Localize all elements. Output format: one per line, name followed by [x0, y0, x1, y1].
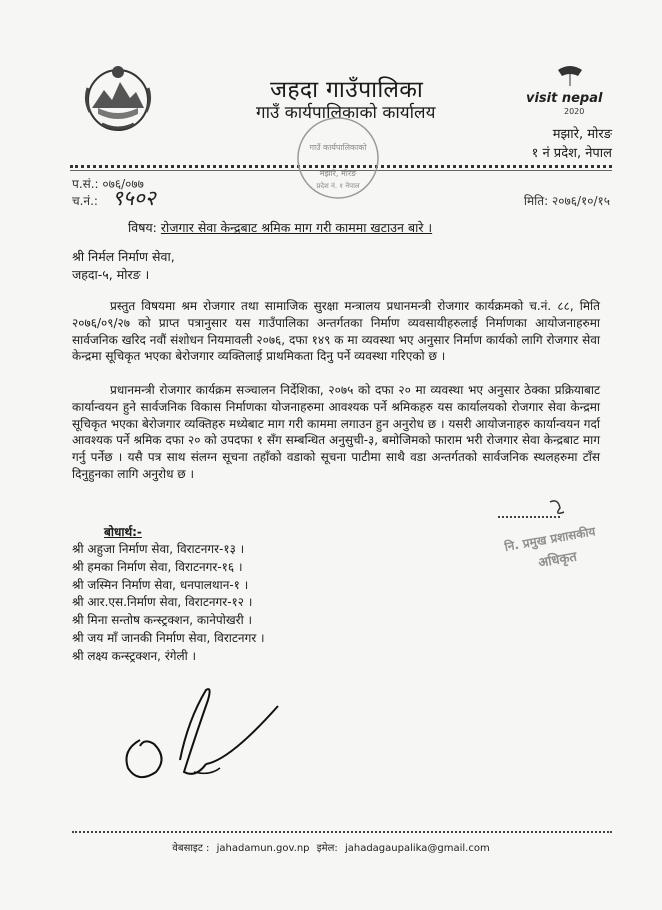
cc-item: श्री आर.एस.निर्माण सेवा, विराटनगर-१२ । — [72, 595, 253, 610]
office-round-stamp — [268, 110, 408, 210]
stamp-text-1: गाउँ कार्यपालिकाको — [309, 143, 367, 152]
website-label: वेबसाइट : — [172, 843, 210, 854]
recipient-name: श्री निर्मल निर्माण सेवा, — [72, 249, 175, 264]
visit-nepal-year: 2020 — [564, 107, 585, 116]
nepal-government-emblem — [78, 58, 158, 138]
cc-item: श्री लक्ष्य कन्स्ट्रक्शन, रंगेली । — [72, 648, 197, 663]
cc-item: श्री जय माँ जानकी निर्माण सेवा, विराटनगर । — [72, 630, 265, 645]
handwritten-signature — [110, 680, 280, 790]
cc-item: श्री जस्मिन निर्माण सेवा, धनपालथान-१ । — [72, 577, 249, 592]
officer-stamp-line-2: अधिकृत — [537, 549, 578, 572]
initials-signature — [550, 501, 564, 513]
stamp-text-2: मझारे, मोरङ — [319, 169, 357, 178]
cc-item: श्री हमका निर्माण सेवा, विराटनगर-१६ । — [72, 559, 243, 574]
address-line-2: १ नं प्रदेश, नेपाल — [531, 146, 612, 161]
reference-cha-number: ९५०२ — [112, 186, 156, 210]
visit-nepal-logo — [520, 62, 620, 122]
body-paragraph-2: प्रधानमन्त्री रोजगार कार्यक्रम सञ्चालन निर्देशिका, २०७५ को दफा २० मा व्यवस्था भए अनुसार ठेक्का प्रक्रियाबाट कार्यान्वयन हुने सार्वजनिक विकास निर्माणका योजनाहरुमा आवश्यक पर्ने श्रमिकहरु यस कार्यालयको रोजगार सेवा केन्द्रमा सूचिकृत भएका बेरोजगार व्यक्तिहरु मध्येबाट माग गरी काममा लगाउन हुन अनुरोध छ । यसरी आयोजनाहरु कार्यान्वयन गर्दा आवश्यक पर्ने श्रमिक दफा २० को उपदफा १ सँग सम्बन्धित अनुसुची-३, बमोजिमको फाराम भरी रोजगार सेवा केन्द्रबाट माग गर्नु पर्नेछ । यसै पत्र साथ संलग्न सूचना तहाँको वडाको सूचना पाटीमा साथै वडा अन्तर्गतको सार्वजनिक स्थलहरुमा टाँस दिनुहुनका लागि अनुरोध छ । — [72, 383, 600, 481]
cc-item: श्री मिना सन्तोष कन्स्ट्रक्शन, कानेपोखरी । — [72, 613, 253, 628]
email-link[interactable]: jahadagaupalika@gmail.com — [344, 843, 490, 854]
officer-stamp — [498, 498, 638, 578]
cc-heading: बोधार्थ:- — [104, 525, 142, 539]
recipient-address: जहदा-५, मोरङ । — [72, 267, 150, 282]
email-label: इमेल: — [316, 843, 338, 854]
address-line-1: मझारे, मोरङ — [552, 127, 612, 142]
reference-pa-sa: प.सं.: ०७६/०७७ — [72, 177, 144, 191]
office-subtitle: गाउँ कार्यपालिकाको कार्यालय — [256, 103, 436, 123]
officer-stamp-line-1: नि. प्रमुख प्रशासकीय — [503, 524, 597, 555]
subject-label: विषय: — [128, 220, 157, 235]
cc-item: श्री अहुजा निर्माण सेवा, विराटनगर-१३ । — [72, 542, 245, 556]
body-paragraph-1: प्रस्तुत विषयमा श्रम रोजगार तथा सामाजिक सुरक्षा मन्त्रालय प्रधानमन्त्री रोजगार कार्यक्रमको च.नं. ८८, मिति २०७६/०९/२७ को प्राप्त पत्रानुसार यस गाउँपालिका अन्तर्गतका निर्माण व्यवसायीहरुलाई निर्माणका आयोजनाहरुमा सार्वजनिक खरिद नवौं संशोधन नियमावली २०७६, दफा १४९ क मा व्यवस्था भए अनुसार निर्माण कार्यको लागि रोजगार सेवा केन्द्रमा सूचिकृत भएका बेरोजगार व्यक्तिलाई प्राथमिकता दिनु पर्ने व्यवस्था गरिएको छ । — [72, 299, 600, 364]
cc-list — [72, 541, 265, 666]
footer-contact — [0, 840, 662, 854]
website-link[interactable]: jahadamun.gov.np — [216, 843, 310, 854]
footer-dotted-rule — [72, 831, 612, 833]
municipality-title: जहदा गाउँपालिका — [270, 77, 424, 103]
stamp-text-3: प्रदेश नं. १ नेपाल — [316, 182, 360, 190]
visit-nepal-text: visit nepal — [526, 91, 603, 106]
reference-cha-label: च.नं.: — [72, 194, 98, 208]
subject-line — [128, 219, 432, 236]
letter-date: मिति: २०७६/१०/१५ — [523, 194, 610, 208]
subject-text: रोजगार सेवा केन्द्रबाट श्रमिक माग गरी काममा खटाउन बारे । — [160, 220, 433, 235]
